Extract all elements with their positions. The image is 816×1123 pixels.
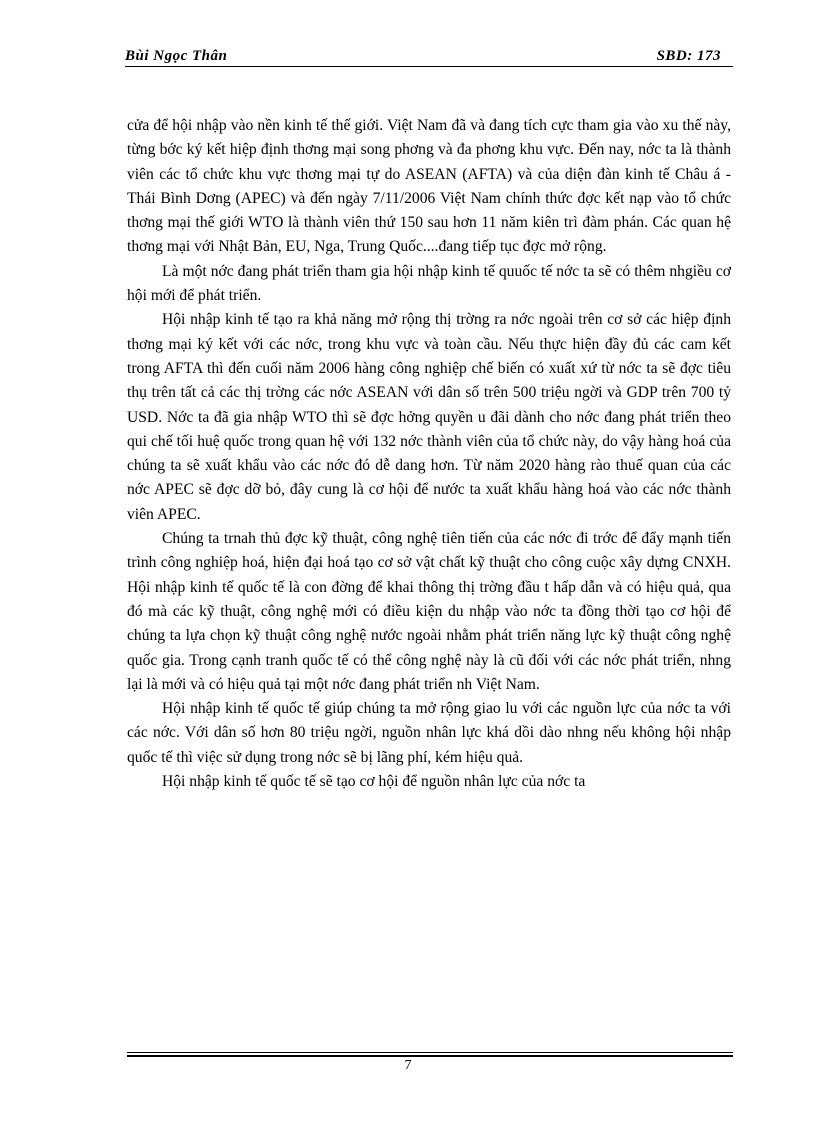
header-sbd: SBD: 173: [656, 48, 721, 64]
paragraph: Hội nhập kinh tế tạo ra khả năng mở rộng thị trờng ra nớc ngoài trên cơ sở các hiệp định thơng mại ký kết với các nớc, trong khu vực và toàn cầu. Nếu thực hiện đầy đủ các cam kết trong AFTA thì đến cuối năm 2006 hàng công nghiệp chế biến có xuất xứ từ nớc ta sẽ đợc tiêu thụ trên tất cả các thị trờng các nớc ASEAN với dân số trên 500 triệu ngời và GDP trên 700 tỷ USD. Nớc ta đã gia nhập WTO thì sẽ đợc hởng quyền u đãi dành cho nớc đang phát triển theo qui chế tối huệ quốc trong quan hệ với 132 nớc thành viên của tổ chức này, do vậy hàng hoá của chúng ta sẽ xuất khẩu vào các nớc đó dễ dang hơn. Từ năm 2020 hàng rào thuế quan của các nớc APEC sẽ đợc dỡ bỏ, đây cung là cơ hội để nước ta xuất khẩu hàng hoá vào các nớc thành viên APEC.: [127, 311, 731, 523]
footer-rule-thick: [127, 1055, 733, 1057]
paragraph: Hội nhập kinh tế quốc tế giúp chúng ta mở rộng giao lu với các nguồn lực của nớc ta với các nớc. Với dân số hơn 80 triệu ngời, nguồn nhân lực khá dồi dào nhng nếu không hội nhập quốc tế thì việc sử dụng trong nớc sẽ bị lãng phí, kém hiệu quả.: [127, 700, 731, 766]
paragraph: Chúng ta trnah thủ đợc kỹ thuật, công nghệ tiên tiến của các nớc đi trớc để đẩy mạnh tiến trình công nghiệp hoá, hiện đại hoá tạo cơ sở vật chất kỹ thuật cho công cuộc xây dựng CNXH. Hội nhập kinh tế quốc tế là con đờng để khai thông thị trờng đầu t hấp dẫn và có hiệu quả, qua đó mà các kỹ thuật, công nghệ mới có điều kiện du nhập vào nớc ta đồng thời tạo cơ hội để chúng ta lựa chọn kỹ thuật công nghệ nước ngoài nhằm phát triển năng lực kỹ thuật công nghệ quốc gia. Trong cạnh tranh quốc tế có thể công nghệ này là cũ đối với các nớc phát triển, nhng lại là mới và có hiệu quả tại một nớc đang phát triển nh Việt Nam.: [127, 530, 731, 693]
paragraph: Hội nhập kinh tế quốc tế sẽ tạo cơ hội để nguồn nhân lực của nớc ta: [162, 773, 586, 791]
paragraph-continuation: cửa để hội nhập vào nền kinh tế thế giới. Việt Nam đã và đang tích cực tham gia vào xu thế này, từng bớc ký kết hiệp định thơng mại song phơng và đa phơng khu vực. Đến nay, nớc ta là thành viên các tổ chức khu vực thơng mại tự do ASEAN (AFTA) và của diện đàn kinh tế Châu á - Thái Bình Dơng (APEC) và đến ngày 7/11/2006 Việt Nam chính thức đợc kết nạp vào tổ chức thơng mại thế giới WTO là thành viên thứ 150 sau hơn 11 năm kiên trì đàm phán. Các quan hệ thơng mại với Nhật Bản, EU, Nga, Trung Quốc....đang tiếp tục đợc mở rộng.: [127, 117, 731, 256]
header-author: Bùi Ngọc Thân: [125, 48, 228, 64]
body-text: [127, 114, 731, 794]
header-rule: [125, 66, 733, 67]
page-number: 7: [404, 1058, 412, 1073]
page-header: [125, 48, 733, 70]
footer-rule-thin: [127, 1052, 733, 1053]
paragraph: Là một nớc đang phát triển tham gia hội nhập kinh tế quuốc tế nớc ta sẽ có thêm nhgiều cơ hội mới để phát triển.: [127, 262, 731, 305]
